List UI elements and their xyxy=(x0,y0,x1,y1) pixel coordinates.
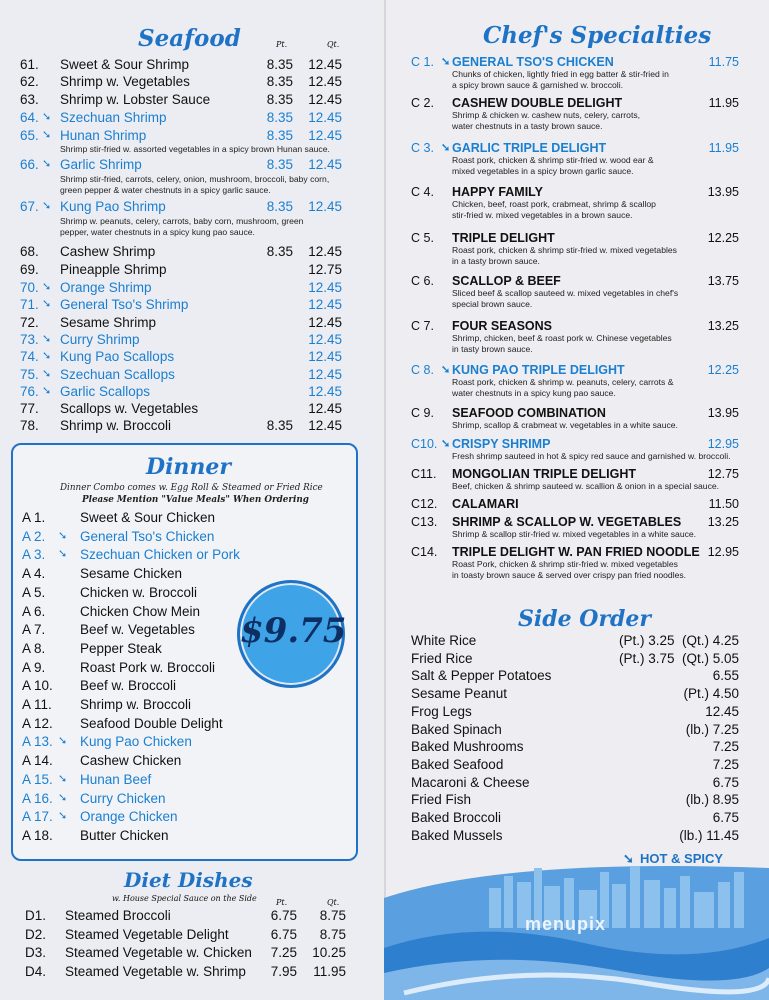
dinner-title: Dinner xyxy=(146,454,232,480)
item-name: Shrimp w. Lobster Sauce xyxy=(60,92,211,107)
diet-subtitle: w. House Special Sauce on the Side xyxy=(112,894,257,903)
dinner-item xyxy=(22,565,232,582)
dinner-item xyxy=(22,546,240,563)
item-price: 13.75 xyxy=(707,274,739,288)
dinner-item xyxy=(22,677,232,694)
seafood-qt-label: Qt. xyxy=(327,40,340,49)
price-pint: 8.35 xyxy=(266,199,293,214)
item-name: Beef w. Vegetables xyxy=(80,622,195,638)
item-description: Roast pork, chicken & shrimp w. peanuts, celery, carrots & xyxy=(452,377,674,387)
chili-pepper-icon: ➘ xyxy=(58,772,68,785)
item-name: Szechuan Scallops xyxy=(60,367,175,382)
item-price: 13.95 xyxy=(707,406,739,420)
item-price: 6.75 xyxy=(712,774,739,790)
price-quart: 10.25 xyxy=(312,945,346,960)
item-name: Salt & Pepper Potatoes xyxy=(411,668,552,684)
item-description: Sliced beef & scallop sauteed w. mixed vegetables in chef's xyxy=(452,288,679,298)
chili-pepper-icon: ➘ xyxy=(441,438,451,450)
dinner-item xyxy=(22,584,232,601)
item-name: Roast Pork w. Broccoli xyxy=(80,659,216,675)
item-number: C12. xyxy=(411,497,438,511)
item-name: Frog Legs xyxy=(411,703,472,719)
chef-item xyxy=(411,496,743,513)
price-quart: 12.45 xyxy=(308,332,342,347)
price-quart: 12.45 xyxy=(308,280,342,295)
item-number: C 8. xyxy=(411,363,434,377)
item-number: C 7. xyxy=(411,319,434,333)
item-description: Shrimp & chicken w. cashew nuts, celery, carrots, xyxy=(452,110,641,120)
item-name: Sesame Chicken xyxy=(80,566,183,582)
seafood-pt-label: Pt. xyxy=(276,40,288,49)
item-number: 64. xyxy=(20,110,39,125)
dinner-item xyxy=(22,528,232,545)
item-price: 11.95 xyxy=(708,96,739,110)
price-badge xyxy=(237,580,345,688)
item-description: Roast Pork, chicken & shrimp stir-fried w. mixed vegetables xyxy=(452,559,678,569)
side-title: Side Order xyxy=(518,606,652,632)
chili-pepper-icon: ➘ xyxy=(58,810,68,823)
item-number: 76. xyxy=(20,384,39,399)
chili-pepper-icon: ➘ xyxy=(58,791,68,804)
watermark: menupix xyxy=(525,914,607,934)
price-quart: 8.75 xyxy=(319,926,346,942)
price-pint: 8.35 xyxy=(266,157,293,172)
item-price: 12.45 xyxy=(705,703,739,719)
item-description: special brown sauce. xyxy=(452,298,533,309)
item-name: Garlic Shrimp xyxy=(60,157,142,172)
item-name: Fried Rice xyxy=(411,650,473,666)
item-name: TRIPLE DELIGHT xyxy=(452,231,555,245)
item-number: C11. xyxy=(411,467,437,481)
item-name: Sweet & Sour Shrimp xyxy=(60,57,190,72)
item-name: Chicken Chow Mein xyxy=(80,603,201,619)
price-quart: 12.45 xyxy=(308,57,342,72)
item-number: C 9. xyxy=(411,406,434,420)
item-number: A 8. xyxy=(22,640,46,656)
chili-pepper-icon: ➘ xyxy=(58,735,68,748)
item-number: A 4. xyxy=(22,566,46,582)
item-name: Sesame Shrimp xyxy=(60,315,157,330)
item-name: KUNG PAO TRIPLE DELIGHT xyxy=(452,363,625,377)
item-number: 65. xyxy=(20,128,39,143)
item-name: Shrimp w. Broccoli xyxy=(80,697,192,712)
item-name: Cashew Shrimp xyxy=(60,244,156,259)
item-name: Steamed Vegetable Delight xyxy=(65,926,229,942)
item-price: 12.25 xyxy=(707,363,739,377)
item-number: C 4. xyxy=(411,185,434,199)
item-name: Kung Pao Shrimp xyxy=(60,199,166,214)
item-description: Shrimp, chicken, beef & roast pork w. Chinese vegetables xyxy=(452,333,672,343)
dinner-item xyxy=(22,733,232,750)
item-number: A 15. xyxy=(22,771,53,787)
price-quart: 11.95 xyxy=(313,963,346,979)
seafood-item xyxy=(20,56,350,73)
item-price: 6.55 xyxy=(712,668,739,684)
item-price: 12.75 xyxy=(707,467,739,481)
item-name: Baked Spinach xyxy=(411,721,502,737)
item-price: (lb.) 8.95 xyxy=(685,792,739,808)
seafood-item xyxy=(20,127,350,144)
item-name: Beef w. Broccoli xyxy=(80,678,177,694)
item-price: (Pt.) 3.25 (Qt.) 4.25 xyxy=(618,633,739,648)
price-quart: 12.45 xyxy=(308,349,342,364)
item-number: A 12. xyxy=(22,715,53,731)
item-description: water chestnuts in a spicy kung pao sauce. xyxy=(452,387,616,398)
seafood-title: Seafood xyxy=(138,25,241,52)
chili-pepper-icon: ➘ xyxy=(42,385,52,397)
chili-pepper-icon: ➘ xyxy=(58,529,68,542)
chef-title: Chef's Specialties xyxy=(483,22,712,49)
item-name: MONGOLIAN TRIPLE DELIGHT xyxy=(452,467,637,481)
price-pint: 7.95 xyxy=(270,963,297,979)
item-name: Steamed Broccoli xyxy=(65,908,171,923)
item-number: A 9. xyxy=(22,659,46,675)
item-price: 12.95 xyxy=(707,437,739,451)
item-number: C 2. xyxy=(411,96,434,110)
item-price: 11.50 xyxy=(708,497,739,511)
item-name: Macaroni & Cheese xyxy=(411,774,530,790)
chili-pepper-icon: ➘ xyxy=(42,333,52,345)
item-number: 61. xyxy=(20,57,39,72)
item-description: Chunks of chicken, lightly fried in egg batter & stir-fried in xyxy=(452,69,669,79)
chili-pepper-icon: ➘ xyxy=(42,200,52,212)
item-number: 70. xyxy=(20,280,39,295)
item-name: GARLIC TRIPLE DELIGHT xyxy=(452,141,607,155)
item-number: C 3. xyxy=(411,141,434,155)
diet-pt-label: Pt. xyxy=(276,898,288,907)
seafood-item xyxy=(20,417,350,434)
item-name: Sweet & Sour Chicken xyxy=(80,510,216,525)
item-number: 78. xyxy=(20,418,39,433)
dinner-item xyxy=(22,790,232,807)
item-price: 13.25 xyxy=(707,515,739,529)
price-pint: 6.75 xyxy=(270,908,297,923)
price-quart: 12.45 xyxy=(308,92,342,107)
dinner-item xyxy=(22,659,232,676)
item-number: D1. xyxy=(25,908,47,923)
item-number: A 2. xyxy=(22,528,46,544)
item-name: Hunan Beef xyxy=(80,771,152,787)
seafood-item xyxy=(20,156,350,173)
item-description: Chicken, beef, roast pork, crabmeat, shrimp & scallop xyxy=(452,199,656,209)
item-number: 69. xyxy=(20,262,39,277)
seafood-item xyxy=(20,261,350,278)
item-number: A 14. xyxy=(22,753,53,769)
item-description: Roast pork, chicken & shrimp stir-fried w. mixed vegetables xyxy=(452,245,677,255)
item-number: A 5. xyxy=(22,584,46,600)
item-number: D4. xyxy=(25,963,47,979)
price-pint: 8.35 xyxy=(266,418,293,433)
item-number: 66. xyxy=(20,157,39,172)
dinner-item xyxy=(22,715,232,732)
item-name: CALAMARI xyxy=(452,497,519,511)
price-pint: 7.25 xyxy=(270,945,297,960)
seafood-item xyxy=(20,109,350,126)
dinner-item xyxy=(22,808,232,825)
item-description: in toasty brown sauce & served over crispy pan fried noodles. xyxy=(452,569,687,580)
seafood-item xyxy=(20,331,350,348)
item-name: Baked Mushrooms xyxy=(411,739,524,755)
price-pint: 8.35 xyxy=(266,244,293,259)
price-quart: 12.45 xyxy=(308,74,342,89)
dinner-item xyxy=(22,603,232,620)
item-name: Hunan Shrimp xyxy=(60,128,147,143)
item-name: CASHEW DOUBLE DELIGHT xyxy=(452,96,623,110)
price-pint: 8.35 xyxy=(266,110,293,125)
item-name: White Rice xyxy=(411,633,477,648)
seafood-item xyxy=(20,73,350,90)
item-name: Steamed Vegetable w. Chicken xyxy=(65,945,252,960)
item-price: 6.75 xyxy=(712,810,739,825)
item-description: Shrimp, scallop & crabmeat w. vegetables in a white sauce. xyxy=(452,420,678,430)
item-price: 7.25 xyxy=(712,739,739,755)
item-number: C 6. xyxy=(411,274,434,288)
seafood-item xyxy=(20,314,350,331)
price-quart: 12.45 xyxy=(308,110,342,125)
diet-item xyxy=(25,907,350,924)
price-quart: 12.75 xyxy=(308,262,342,277)
item-name: Baked Broccoli xyxy=(411,810,502,825)
item-price: (Pt.) 3.75 (Qt.) 5.05 xyxy=(618,650,739,666)
item-number: D2. xyxy=(25,926,47,942)
seafood-item xyxy=(20,348,350,365)
price-quart: 12.45 xyxy=(308,157,342,172)
chili-pepper-icon: ➘ xyxy=(42,111,52,123)
item-number: C10. xyxy=(411,437,438,451)
seafood-item xyxy=(20,198,350,215)
item-name: Baked Seafood xyxy=(411,756,504,772)
item-name: Seafood Double Delight xyxy=(80,715,223,731)
item-number: A 3. xyxy=(22,547,46,563)
dinner-item xyxy=(22,621,232,638)
item-name: Curry Shrimp xyxy=(60,332,140,347)
item-number: A 13. xyxy=(22,734,53,750)
item-number: D3. xyxy=(25,945,47,960)
price-quart: 12.45 xyxy=(308,315,342,330)
price-quart: 12.45 xyxy=(308,418,342,433)
item-name: Chicken w. Broccoli xyxy=(80,584,198,600)
seafood-item xyxy=(20,279,350,296)
price-quart: 8.75 xyxy=(319,908,346,923)
item-number: A 6. xyxy=(22,603,46,619)
seafood-item xyxy=(20,366,350,383)
chili-pepper-icon: ➘ xyxy=(623,851,634,866)
chili-pepper-icon: ➘ xyxy=(42,368,52,380)
item-description: in a tasty brown sauce. xyxy=(452,255,540,266)
item-name: SEAFOOD COMBINATION xyxy=(452,406,606,420)
item-name: Butter Chicken xyxy=(80,827,169,843)
item-number: A 7. xyxy=(22,622,46,638)
item-number: A 10. xyxy=(22,678,53,694)
item-price: 12.95 xyxy=(707,545,739,559)
chili-pepper-icon: ➘ xyxy=(441,142,451,154)
item-price: 11.95 xyxy=(708,141,739,155)
item-number: 71. xyxy=(20,297,39,312)
item-price: 7.25 xyxy=(712,756,739,772)
item-name: Szechuan Shrimp xyxy=(60,110,167,125)
item-description: Shrimp & scallop stir-fried w. mixed vegetables in a white sauce. xyxy=(452,529,697,539)
item-description: Shrimp stir-fried w. assorted vegetables in a spicy brown Hunan sauce. xyxy=(60,144,330,154)
item-description: stir-fried w. mixed vegetables in a brown sauce. xyxy=(452,209,633,220)
item-number: 72. xyxy=(20,315,39,330)
item-price: (lb.) 11.45 xyxy=(679,827,739,843)
item-number: 74. xyxy=(20,349,39,364)
price-quart: 12.45 xyxy=(308,128,342,143)
item-name: Szechuan Chicken or Pork xyxy=(80,547,240,563)
item-price: 12.25 xyxy=(707,231,739,245)
item-name: Baked Mussels xyxy=(411,827,503,843)
item-name: GENERAL TSO'S CHICKEN xyxy=(452,55,614,69)
chili-pepper-icon: ➘ xyxy=(42,129,52,141)
item-name: Steamed Vegetable w. Shrimp xyxy=(65,963,246,979)
item-price: (lb.) 7.25 xyxy=(685,721,739,737)
seafood-item xyxy=(20,400,350,417)
chili-pepper-icon: ➘ xyxy=(58,548,68,561)
item-name: Garlic Scallops xyxy=(60,384,151,399)
item-name: General Tso's Shrimp xyxy=(60,297,189,312)
price-pint: 8.35 xyxy=(266,92,293,107)
dinner-note: Please Mention "Value Meals" When Ordering xyxy=(82,495,309,505)
item-number: 77. xyxy=(20,401,39,416)
dinner-item xyxy=(22,771,232,788)
price-quart: 12.45 xyxy=(308,244,342,259)
item-price: 13.25 xyxy=(707,319,739,333)
item-name: Pineapple Shrimp xyxy=(60,262,167,277)
diet-item xyxy=(25,944,350,961)
price-pint: 6.75 xyxy=(270,926,297,942)
dinner-subtitle: Dinner Combo comes w. Egg Roll & Steamed or Fried Rice xyxy=(60,483,323,493)
diet-qt-label: Qt. xyxy=(327,898,340,907)
item-number: 68. xyxy=(20,244,39,259)
diet-item xyxy=(25,926,350,943)
item-name: HAPPY FAMILY xyxy=(452,185,543,199)
diet-item xyxy=(25,963,350,980)
item-number: A 1. xyxy=(22,510,46,525)
item-name: Orange Chicken xyxy=(80,809,178,825)
item-name: FOUR SEASONS xyxy=(452,319,553,333)
item-number: C13. xyxy=(411,515,438,529)
price-pint: 8.35 xyxy=(266,74,293,89)
seafood-item xyxy=(20,296,350,313)
dinner-item xyxy=(22,752,232,769)
item-description: in tasty brown sauce. xyxy=(452,343,533,354)
item-number: 67. xyxy=(20,199,39,214)
item-number: 75. xyxy=(20,367,39,382)
item-name: General Tso's Chicken xyxy=(80,528,215,544)
price-pint: 8.35 xyxy=(266,57,293,72)
item-description: Beef, chicken & shrimp sauteed w. scallion & onion in a special sauce. xyxy=(452,481,720,491)
item-number: C14. xyxy=(411,545,438,559)
item-name: SHRIMP & SCALLOP W. VEGETABLES xyxy=(452,515,682,529)
item-name: Curry Chicken xyxy=(80,790,166,806)
price-quart: 12.45 xyxy=(308,384,342,399)
item-description: Shrimp stir-fried, carrots, celery, onion, mushroom, broccoli, baby corn, green pepper & water chestnuts in a spicy garlic sauce. xyxy=(60,174,330,195)
item-price: (Pt.) 4.50 xyxy=(683,686,739,702)
dinner-item xyxy=(22,509,232,526)
chili-pepper-icon: ➘ xyxy=(42,298,52,310)
item-description: Roast pork, chicken & shrimp stir-fried w. wood ear & xyxy=(452,155,654,165)
item-number: 73. xyxy=(20,332,39,347)
item-name: Kung Pao Chicken xyxy=(80,734,192,750)
seafood-item xyxy=(20,91,350,108)
price-pint: 8.35 xyxy=(266,128,293,143)
item-description: a spicy brown sauce & garnished w. broccoli. xyxy=(452,79,624,90)
item-number: A 17. xyxy=(22,809,53,825)
price-quart: 12.45 xyxy=(308,297,342,312)
item-name: CRISPY SHRIMP xyxy=(452,437,551,451)
chili-pepper-icon: ➘ xyxy=(441,56,451,68)
item-name: Shrimp w. Broccoli xyxy=(60,418,172,433)
item-number: C 1. xyxy=(411,55,434,69)
seafood-item xyxy=(20,243,350,260)
seafood-item xyxy=(20,383,350,400)
item-description: Fresh shrimp sauteed in hot & spicy red sauce and garnished w. broccoli. xyxy=(452,451,731,461)
item-name: Orange Shrimp xyxy=(60,280,152,295)
item-name: Shrimp w. Vegetables xyxy=(60,74,190,89)
item-number: 63. xyxy=(20,92,39,107)
item-number: A 16. xyxy=(22,790,53,806)
price-badge-text: $9.75 xyxy=(240,611,347,651)
item-description: water chestnuts in a tasty brown sauce. xyxy=(452,120,603,131)
dinner-item xyxy=(22,827,232,844)
chili-pepper-icon: ➘ xyxy=(42,350,52,362)
item-name: TRIPLE DELIGHT W. PAN FRIED NOODLE xyxy=(452,545,700,559)
item-price: 13.95 xyxy=(707,185,739,199)
price-quart: 12.45 xyxy=(308,401,342,416)
price-quart: 12.45 xyxy=(308,199,342,214)
diet-title: Diet Dishes xyxy=(124,868,253,892)
item-name: Pepper Steak xyxy=(80,640,162,656)
chili-pepper-icon: ➘ xyxy=(42,281,52,293)
item-number: A 11. xyxy=(22,697,52,712)
item-price: 11.75 xyxy=(708,55,739,69)
chili-pepper-icon: ➘ xyxy=(441,364,451,376)
item-name: Kung Pao Scallops xyxy=(60,349,175,364)
item-number: 62. xyxy=(20,74,39,89)
dinner-item xyxy=(22,696,232,713)
item-name: Cashew Chicken xyxy=(80,753,182,769)
dinner-item xyxy=(22,640,232,657)
item-description: mixed vegetables in a spicy brown garlic sauce. xyxy=(452,165,634,176)
price-quart: 12.45 xyxy=(308,367,342,382)
item-number: A 18. xyxy=(22,827,53,843)
item-name: Fried Fish xyxy=(411,792,472,808)
item-name: Sesame Peanut xyxy=(411,686,508,702)
item-description: Shrimp w. peanuts, celery, carrots, baby corn, mushroom, green pepper, water chestnuts in a spicy kung pao sauce. xyxy=(60,216,304,237)
item-name: Scallops w. Vegetables xyxy=(60,401,199,416)
chili-pepper-icon: ➘ xyxy=(42,158,52,170)
hot-spicy-label: HOT & SPICY xyxy=(640,851,724,866)
item-name: SCALLOP & BEEF xyxy=(452,274,561,288)
item-number: C 5. xyxy=(411,231,434,245)
